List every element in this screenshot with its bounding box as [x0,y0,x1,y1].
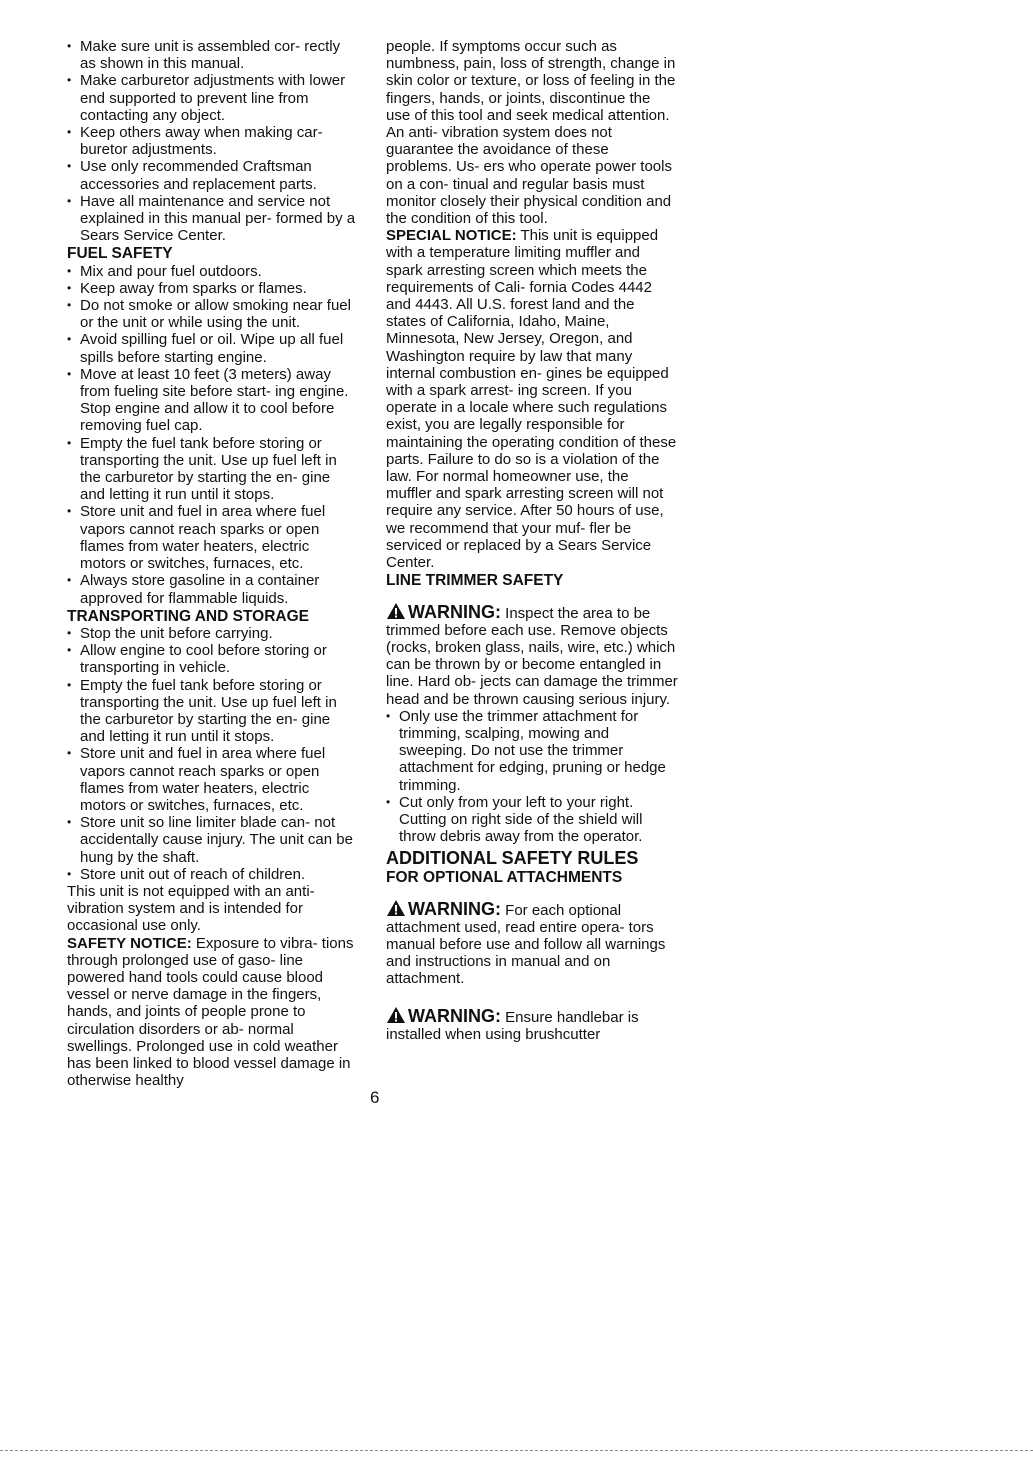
list-item: • Avoid spilling fuel or oil. Wipe up all fuel spills before starting engine. [67,331,357,365]
list-item: • Move at least 10 feet (3 meters) away from fueling site before start- ing engine. Stop engine and allow it to cool before removing fuel cap. [67,366,357,435]
warning-icon [386,602,406,620]
fuel-safety-list [67,263,357,607]
list-item: • Use only recommended Craftsman accessories and replacement parts. [67,158,357,192]
list-item: • Make carburetor adjustments with lower end supported to prevent line from contacting any object. [67,72,357,124]
trimmer-list [386,708,678,846]
list-item: • Store unit and fuel in area where fuel vapors cannot reach sparks or open flames from water heaters, electric motors or switches, furnaces, etc. [67,503,357,572]
list-item: • Always store gasoline in a container approved for flammable liquids. [67,572,357,606]
anti-vibration-paragraph: This unit is not equipped with an anti- vibration system and is intended for occasional use only. [67,882,315,935]
optional-attachments-subheading: FOR OPTIONAL ATTACHMENTS [386,869,623,887]
fuel-safety-heading: FUEL SAFETY [67,245,173,263]
list-item: • Cut only from your left to your right. Cutting on right side of the shield will throw debris away from the operator. [386,794,678,846]
left-column [67,38,357,1089]
additional-safety-rules-heading: ADDITIONAL SAFETY RULES [386,848,639,869]
special-notice-paragraph [386,227,678,571]
list-item: • Store unit out of reach of children. [67,866,357,883]
warning-icon [386,1006,406,1024]
special-notice-label: SPECIAL NOTICE: [386,227,517,245]
list-item: • Only use the trimmer attachment for trimming, scalping, mowing and sweeping. Do not use the trimmer attachment for edging, pruning or hedge trimming. [386,708,678,794]
warning-paragraph [386,602,678,708]
list-item: • Do not smoke or allow smoking near fuel or the unit or while using the unit. [67,297,357,331]
safety-notice-text: Exposure to vibra- tions through prolonged use of gaso- line powered hand tools could cause blood vessel or nerve damage in the fingers, hands, and joints of people prone to circulation disorders or ab- normal swellings. Prolonged use in cold weather has been linked to blood vessel damage in otherwise healthy [67,934,354,1090]
right-column [386,38,678,1043]
list-item: • Empty the fuel tank before storing or transporting the unit. Use up fuel left in the carburetor by starting the en- gine and letting it run until it stops. [67,435,357,504]
warning-label: WARNING: [408,1005,501,1026]
list-item: • Keep away from sparks or flames. [67,280,357,297]
warning-label: WARNING: [408,898,501,919]
safety-notice-paragraph [67,935,357,1090]
list-item: • Make sure unit is assembled cor- rectly as shown in this manual. [67,38,357,72]
warning-text: Ensure handlebar is installed when using brushcutter [386,1008,639,1043]
transporting-storage-heading: TRANSPORTING AND STORAGE [67,607,309,625]
list-item: • Stop the unit before carrying. [67,625,357,642]
intro-list [67,38,357,244]
warning-label: WARNING: [408,601,501,622]
transport-list [67,625,357,883]
warning-icon [386,899,406,917]
special-notice-text: This unit is equipped with a temperature limiting muffler and spark arresting screen which meets the requirements of Cali- fornia Codes 4442 and 4443. All U.S. forest land and the states of California, Idaho, Maine, Minnesota, New Jersey, Oregon, and Washington require by law that many internal combustion en- gines be equipped with a spark arrest- ing screen. If you operate in a locale where such regulations exist, you are legally responsible for maintaining the operating condition of these parts. Failure to do so is a violation of the law. For normal homeowner use, the muffler and spark arresting screen will not require any service. After 50 hours of use, we recommend that your muf- fler be serviced or replaced by a Sears Service Center. [386,227,677,572]
list-item: • Store unit and fuel in area where fuel vapors cannot reach sparks or open flames from water heaters, electric motors or switches, furnaces, etc. [67,745,357,814]
list-item: • Have all maintenance and service not explained in this manual per- formed by a Sears Service Center. [67,193,357,245]
warning-text: For each optional attachment used, read entire opera- tors manual before use and follow all warnings and instructions in manual and on attachment. [386,901,666,988]
list-item: • Allow engine to cool before storing or transporting in vehicle. [67,642,357,676]
list-item: • Mix and pour fuel outdoors. [67,263,357,280]
safety-notice-label: SAFETY NOTICE: [67,934,192,952]
warning-paragraph [386,899,678,988]
line-trimmer-safety-heading: LINE TRIMMER SAFETY [386,572,564,590]
list-item: • Empty the fuel tank before storing or transporting the unit. Use up fuel left in the carburetor by starting the en- gine and letting it run until it stops. [67,677,357,746]
bottom-divider [0,1450,1033,1451]
page-number: 6 [370,1088,380,1107]
symptoms-paragraph: people. If symptoms occur such as numbness, pain, loss of strength, change in skin color or texture, or loss of feeling in the fingers, hands, or joints, discontinue the use of this tool and seek medical attention. An anti- vibration system does not guarantee the avoidance of these problems. Us- ers who operate power tools on a con- tinual and regular basis must monitor closely their physical condition and the condition of this tool. [386,38,676,228]
warning-paragraph [386,1006,678,1043]
warning-text: Inspect the area to be trimmed before each use. Remove objects (rocks, broken glass, nails, wire, etc.) which can be thrown by or become entangled in line. Hard ob- jects can damage the trimmer head and be thrown causing serious injury. [386,604,678,708]
list-item: • Keep others away when making car- buretor adjustments. [67,124,357,158]
list-item: • Store unit so line limiter blade can- not accidentally cause injury. The unit can be hung by the shaft. [67,814,357,866]
